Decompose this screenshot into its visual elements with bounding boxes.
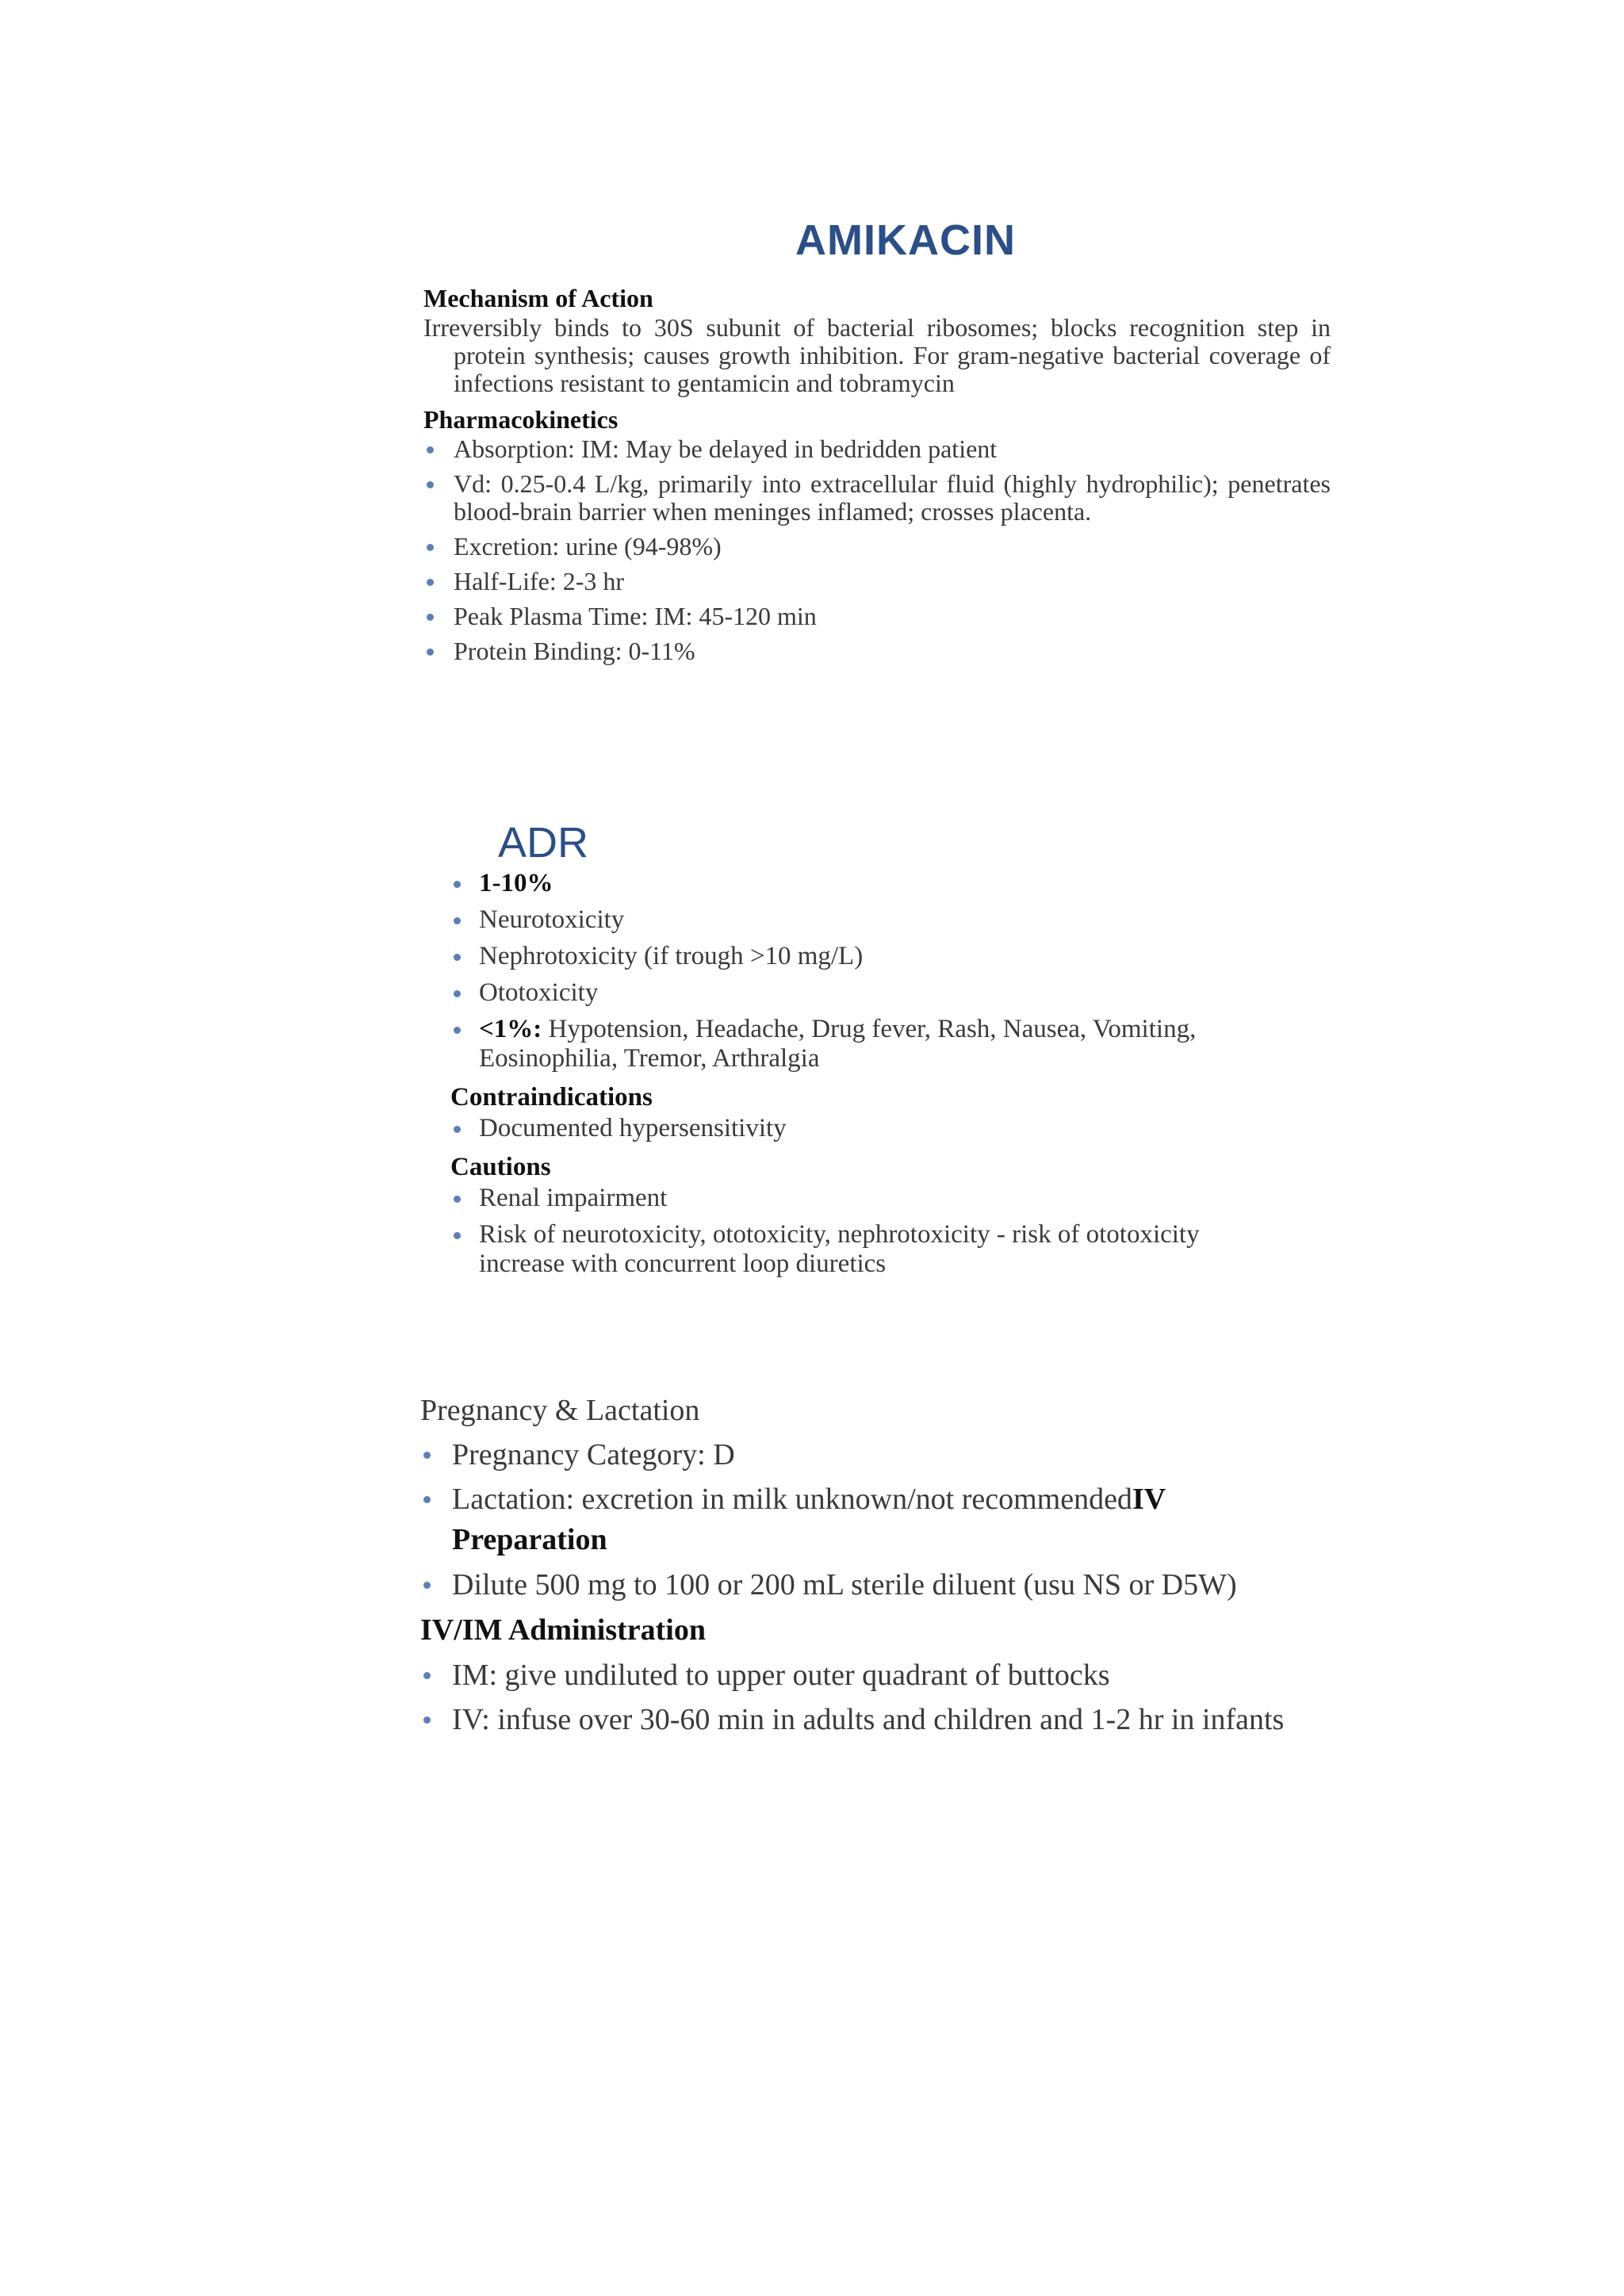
adr-list xyxy=(450,869,1251,1073)
list-item: IM: give undiluted to upper outer quadrant of buttocks xyxy=(420,1657,1293,1693)
list-item: Neurotoxicity xyxy=(450,905,1251,935)
contraindications-list xyxy=(450,1114,1251,1143)
list-item: Half-Life: 2-3 hr xyxy=(423,568,1331,595)
mechanism-text: Irreversibly binds to 30S subunit of bacterial ribosomes; blocks recognition step in protein synthesis; causes growth inhibition. For gram-negative bacterial coverage of infections resistant to gentamicin and tobramycin xyxy=(423,313,1331,397)
pregnancy-list xyxy=(420,1437,1293,1517)
section-adr xyxy=(450,869,1251,1286)
list-item: Protein Binding: 0-11% xyxy=(423,637,1331,665)
list-item: IV: infuse over 30-60 min in adults and children and 1-2 hr in infants xyxy=(420,1701,1293,1738)
administration-list xyxy=(420,1657,1293,1738)
list-item: Documented hypersensitivity xyxy=(450,1114,1251,1143)
page-title: AMIKACIN xyxy=(795,216,1016,264)
list-item: Dilute 500 mg to 100 or 200 mL sterile diluent (usu NS or D5W) xyxy=(420,1567,1293,1603)
list-item xyxy=(420,1481,1293,1517)
section-pregnancy-administration xyxy=(420,1392,1293,1746)
list-item: Excretion: urine (94-98%) xyxy=(423,533,1331,561)
list-item: Pregnancy Category: D xyxy=(420,1437,1293,1473)
iv-label: IV xyxy=(1132,1483,1166,1516)
list-item: Peak Plasma Time: IM: 45-120 min xyxy=(423,603,1331,630)
adr-rare-effects: Hypotension, Headache, Drug fever, Rash, Nausea, Vomiting, Eosinophilia, Tremor, Arthralgia xyxy=(479,1015,1197,1073)
list-item: Absorption: IM: May be delayed in bedridden patient xyxy=(423,435,1331,463)
preparation-heading: Preparation xyxy=(452,1523,607,1556)
adr-heading: ADR xyxy=(498,819,589,867)
adr-group-label: 1-10% xyxy=(450,869,1251,898)
list-item: Vd: 0.25-0.4 L/kg, primarily into extracellular fluid (highly hydrophilic); penetrates blood-brain barrier when meninges inflamed; crosses placenta. xyxy=(423,470,1331,526)
cautions-list xyxy=(450,1184,1251,1279)
list-item xyxy=(450,1015,1251,1073)
section-mechanism-pharmacokinetics xyxy=(423,282,1331,672)
list-item: Nephrotoxicity (if trough >10 mg/L) xyxy=(450,942,1251,971)
pharmacokinetics-list xyxy=(423,435,1331,665)
cautions-heading: Cautions xyxy=(450,1153,551,1181)
list-item: Ototoxicity xyxy=(450,978,1251,1008)
pharmacokinetics-heading: Pharmacokinetics xyxy=(423,405,619,434)
preparation-list xyxy=(420,1567,1293,1603)
list-item: Risk of neurotoxicity, ototoxicity, nephrotoxicity - risk of ototoxicity increase with concurrent loop diuretics xyxy=(450,1220,1251,1279)
lactation-text: Lactation: excretion in milk unknown/not recommended xyxy=(452,1483,1132,1516)
contraindications-heading: Contraindications xyxy=(450,1083,653,1112)
administration-heading: IV/IM Administration xyxy=(420,1613,706,1647)
list-item: Renal impairment xyxy=(450,1184,1251,1213)
mechanism-heading: Mechanism of Action xyxy=(423,284,653,312)
adr-group-label: <1%: xyxy=(479,1015,542,1043)
pregnancy-heading: Pregnancy & Lactation xyxy=(420,1394,700,1427)
